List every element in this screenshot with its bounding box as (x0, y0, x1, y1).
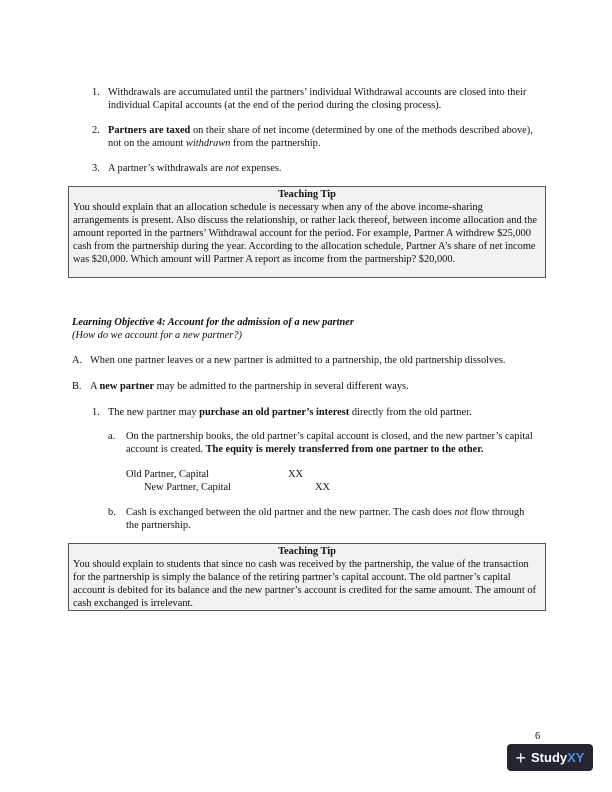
text-run: on their share of net income (determined by one of the methods described above), not on the amount (108, 125, 533, 149)
italic-phrase: not (454, 507, 468, 518)
list-number: 3. (92, 163, 100, 174)
teaching-tip-body: You should explain that an allocation schedule is necessary when any of the above income-sharing arrangements is present. Also discuss the relationship, or rather lack thereof, between income allocation and the amount reported in the partners’ Withdrawal account for the period. For example, Partner A withdrew $25,000 cash from the partnership during the year. According to the allocation schedule, Partner A’s share of net income was $20,000. Which amount will Partner A report as income from the partnership? $20,000. (73, 202, 537, 265)
text-run: On the partnership books, the old partner’s capital account is closed, and the new partner’s capital account is created. (126, 431, 533, 455)
logo-text-study: Study (531, 750, 568, 765)
learning-objective-question: (How do we account for a new partner?) (72, 330, 242, 341)
teaching-tip-title: Teaching Tip (278, 189, 336, 200)
sub-letter: b. (108, 507, 116, 518)
teaching-tip-title: Teaching Tip (278, 546, 336, 557)
journal-credit-amount: XX (315, 482, 331, 493)
text-run: The new partner may (108, 407, 200, 418)
section-text (90, 380, 550, 393)
teaching-tip-box (68, 543, 546, 611)
italic-phrase: not (225, 163, 239, 174)
list-number: 1. (92, 407, 100, 418)
text-run: A partner’s withdrawals are (108, 163, 226, 174)
teaching-tip-box (68, 186, 546, 278)
sub-item-text (126, 430, 546, 456)
bold-phrase: purchase an old partner’s interest (199, 407, 350, 418)
section-text: When one partner leaves or a new partner is admitted to a partnership, the old partnership dissolves. (90, 355, 506, 366)
text-run: Cash is exchanged between the old partner and the new partner. The cash does (126, 507, 455, 518)
logo-text-xy: XY (567, 750, 585, 765)
list-item-text (108, 406, 548, 419)
text-run: A (90, 381, 100, 392)
sub-item-text (126, 506, 536, 532)
studyxy-logo (507, 744, 593, 771)
text-run: flow through the partnership. (126, 507, 525, 531)
sub-letter: a. (108, 431, 116, 442)
journal-debit-amount: XX (288, 469, 304, 480)
section-letter: A. (72, 355, 83, 366)
bold-phrase: new partner (99, 381, 155, 392)
list-item-text: Withdrawals are accumulated until the partners’ individual Withdrawal accounts are closed into their individual Capital accounts (at the end of the period during the closing process). (108, 87, 527, 111)
teaching-tip-body: You should explain to students that since no cash was received by the partnership, the value of the transaction for the partnership is simply the balance of the retiring partner’s capital account. The old partner’s capital account is debited for its balance and the new partner’s account is credited for the same amount. The amount of cash exchanged is irrelevant. (73, 559, 536, 609)
bold-phrase: The equity is merely transferred from one partner to the other. (205, 444, 484, 455)
learning-objective-title: Learning Objective 4: Account for the admission of a new partner (72, 317, 354, 328)
section-letter: B. (72, 381, 82, 392)
text-run: may be admitted to the partnership in several different ways. (154, 381, 409, 392)
plus-icon: + (515, 747, 527, 768)
list-number: 1. (92, 87, 100, 98)
italic-phrase: withdrawn (185, 138, 231, 149)
page-number: 6 (535, 731, 541, 742)
journal-credit-account: New Partner, Capital (144, 482, 232, 493)
logo-text (531, 751, 584, 764)
bold-phrase: Partners are taxed (108, 125, 191, 136)
list-number: 2. (92, 125, 100, 136)
list-item-text (108, 124, 548, 150)
list-item-text (108, 162, 548, 175)
text-run: from the partnership. (230, 138, 321, 149)
journal-debit-account: Old Partner, Capital (126, 469, 209, 480)
text-run: directly from the old partner. (349, 407, 472, 418)
text-run: expenses. (238, 163, 282, 174)
